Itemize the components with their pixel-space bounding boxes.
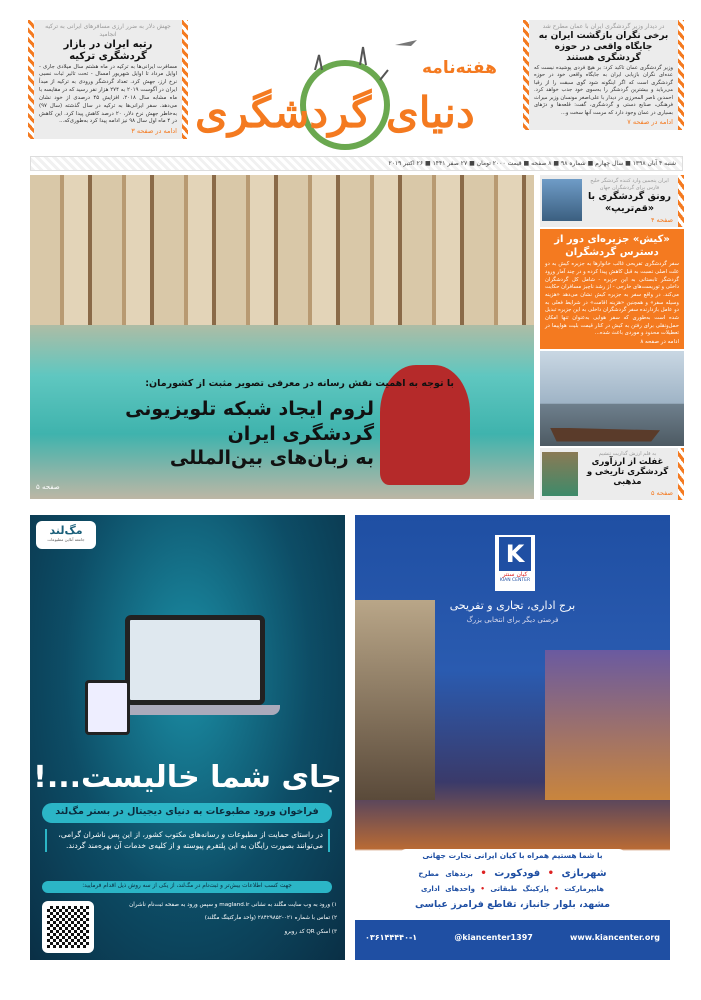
logo-fa: کیان سنتر [502,571,528,578]
ad-strap: با شما هستیم همراه با کیان ایرانی تجارت جهانی [400,849,625,863]
newspaper-name: دنیای گردشگری [195,88,475,137]
contact-bar [355,920,670,960]
news-box-turkey [28,20,188,139]
main-kicker: با توجه به اهمیت نقش رسانه در معرفی تصویر مثبت از کشورمان: [145,378,454,389]
ad-headline: جای شما خالیست...! [33,760,342,795]
ship-photo [540,351,684,446]
features-row-2: هایپرمارکت • پارکینگ طبقاتی • واحدهای اداری [420,885,605,893]
step: ۲) تماس با شماره ۰۲۱-۲۸۴۲۹۸۵۲ (واحد مارکتینگ مگلند) [204,915,337,922]
page-ref: صفحه ۴ [650,215,673,224]
headline: برخی نگران بازگشت ایران به جایگاه واقعی در حوزه گردشگری هستند [538,30,669,64]
page-ref: صفحه ۵ [650,488,673,497]
kicker: جهش دلار به ضرر ارزی مسافرهای ایرانی به ترکیه انجامید [45,23,171,38]
continue-link[interactable]: ادامه در صفحه ۳ [131,127,177,136]
ad-headline: برج اداری، تجاری و تفریحی [449,599,576,612]
kicker: در دیدار وزیر گردشگری ایران با عمان مطرح شد [542,23,665,30]
headline-line: گردشگری ایران [227,422,374,445]
right-column [540,175,684,500]
brand-name: مگ‌لند [49,524,83,537]
kian-logo: K کیان سنتر KIAN CENTER [495,535,535,591]
magland-logo [36,521,96,549]
step: ۳) اسکن QR کد روبرو [284,928,337,935]
headline: رتبه ایران در بازار گردشگری ترکیه [63,38,153,63]
side-story-kish[interactable] [540,229,684,349]
kian-center-ad[interactable] [355,515,670,960]
main-story-photo[interactable] [30,175,534,499]
weekly-label: هفته‌نامه [422,58,497,78]
feature: هایپرمارکت [564,885,605,893]
ad-tagline: فرصتی دیگر برای انتخابی بزرگ [466,616,559,624]
tower-right [545,650,670,800]
feature: برندهای مطرح [418,870,473,878]
building-facade [30,175,534,325]
headline: غفلت از ارزآوری گردشگری تاریخی و مذهبی [586,457,669,488]
brand-sub: جامعه آنلاین مطبوعات [47,537,85,543]
body-text: سفر گردشگری تفریحی غالب خانوارها به جزیره کیش به دو علت اصلی نسبت به قبل کاهش پیدا کرده و در چند آمار ورود گردشگر تابستانی به این جزیره - شامل کل گردشگران داخلی و توریست‌های خارجی - از رشد ناچیز مسافران حکایت می‌کند. در واقع سفر به جزیره کیش نشان می‌دهد «هزینه وسیله سفر» و همچنین «هزینه اقامت» در شرایط فعلی به دو عامل بازدارنده سفر گردشگران داخلی به این جزیره تبدیل شده است به‌طوری که سفر هوایی به‌عنوان تنها امکان حمل‌ونقلی برای رفتن به کیش در کنار قیمت بلیت هواپیما در تعطیلات محدود و موردی باعث شده... [545,261,679,337]
ad-info: جهت کسب اطلاعات بیش‌تر و ثبت‌نام در مگ‌لند، از یکی از سه روش ذیل اقدام فرمایید: [42,881,332,893]
main-headline[interactable] [34,397,374,471]
feature: شهربازی [561,868,607,879]
tower-left [355,600,435,800]
ad-callout: فراخوان ورود مطبوعات به دنیای دیجیتال در بستر مگ‌لند [42,803,332,823]
magland-ad[interactable] [30,515,345,960]
continue-link[interactable]: ادامه در صفحه ۸ [640,338,679,345]
news-box-oman [523,20,684,130]
story-thumbnail [542,179,582,221]
headline: «کیش» جزیره‌ای دور از دسترس گردشگران [554,234,670,259]
website-link[interactable]: www.kiancenter.org [570,933,660,942]
feature: فودکورت [494,868,541,879]
date-bar: شنبه ۴ آبان ۱۳۹۸ ■ سال چهارم ■ شماره ۹۸ ■ ۸ صفحه ■ قیمت ۲۰۰۰ تومان ■ ۲۷ صفر ۱۴۴۱ ■ ۲۶ اکتبر ۲۰۱۹ [30,156,683,171]
page-ref: صفحه ۵ [36,483,60,491]
feature: واحدهای اداری [420,885,475,893]
qr-code[interactable] [42,901,94,953]
headline-line: لزوم ایجاد شبکه تلویزیونی [125,398,374,420]
story-thumbnail [542,452,578,496]
feature: پارکینگ طبقاتی [490,885,549,893]
side-story-religious[interactable] [540,448,684,501]
body-text: مسافرت ایرانی‌ها به ترکیه در ماه هشتم سال میلادی جاری - اوایل مرداد تا اوایل شهریور امسال - تحت تاثیر ثبات نسبی نرخ ارز، جهش کرد. تعداد گردشگر ورودی به ترکیه از مبدأ ایران در آگوست ۲۰۱۹ به ۲۷۴ هزار نفر رسید که در مقایسه با ماه مشابه سال ۲۰۱۸، افزایش ۴۵ درصدی از خود نشان می‌دهد. سفر ایرانی‌ها به ترکیه در سال گذشته (سال ۹۷) به‌خاطر جهش نرخ دلار، ۲۰ درصد کاهش پیدا کرد. این کاهش در ۴ ماه اول سال ۹۸ نیز ادامه پیدا کرد به‌طوری‌که... [39,63,177,125]
continue-link[interactable]: ادامه در صفحه ۷ [627,118,673,127]
headline: رونق گردشگری با «قم‌تریپ» [587,191,672,214]
ad-paragraph: در راستای حمایت از مطبوعات و رسانه‌های مکتوب کشور، از این پس ناشران گرامی، می‌توانند بصورت رایگان به این پلتفرم پیوسته و از کلیه‌ی خدمات آن بهره‌مند گردند. [45,829,330,852]
instagram-handle[interactable]: @kiancenter1397 [454,933,533,942]
logo-en: KIAN CENTER [499,578,531,584]
step: ۱) ورود به وب سایت مگلند به نشانی magland.ir و سپس ورود به صفحه ثبت‌نام ناشران [129,902,337,908]
kicker: به قلم ارزش گذاریت تنشیم [598,450,657,457]
phone[interactable]: ۰۳۶۱۴۴۴۴۰-۱ [365,933,418,942]
kicker: ایران پنجمین وارد کننده گردشگر خلیج فارس برای گردشگران جهان [590,178,669,191]
address: مشهد، بلوار جانباز، تقاطع فرامرز عباسی [414,899,611,910]
features-row-1: شهربازی • فودکورت • برندهای مطرح [418,868,607,879]
body-text: وزیر گردشگری عمان تاکید کرد: بر هیچ فردی پوشیده نیست که عده‌ای نگران بازیابی ایران به جایگاه واقعی خود در حوزه گردشگری است که اگر اینگونه شود گوی سبقت را از رقبا می‌رباید و بیشترین گردشگر را به‌سوی خود جذب خواهد کرد. احمدبن ناصر المحرزی در دیدار با علی‌اصغر مونسان وزیر میراث فرهنگی، صنایع دستی و گردشگری، گفت: قلعه‌ها و دژهای بسیاری در عمان وجود دارد که مرمت آنها سخت و... [534,64,673,116]
masthead-logo [190,30,520,152]
headline-line: به زبان‌های بین‌المللی [169,447,374,470]
ad-steps [102,901,337,936]
side-story-qom[interactable] [540,175,684,227]
devices-illustration [80,575,290,745]
